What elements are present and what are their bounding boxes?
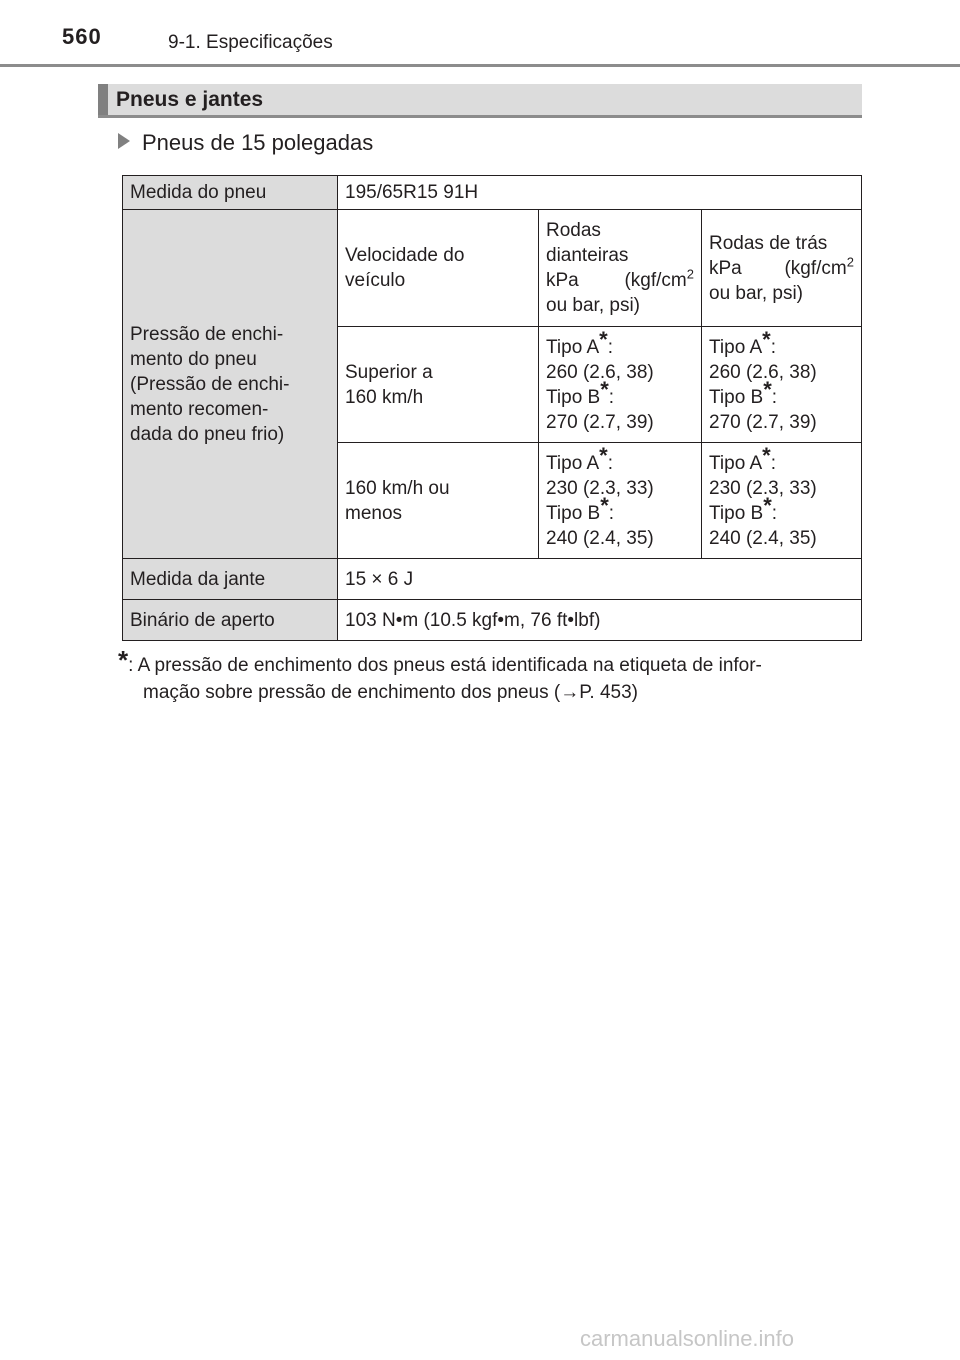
asterisk-mark: * bbox=[763, 376, 772, 402]
colon: : bbox=[771, 502, 778, 524]
type-a-value: 230 (2.3, 33) bbox=[709, 477, 817, 499]
footnote-line: : A pressão de enchimento dos pneus está identificada na etiqueta de infor- bbox=[128, 655, 762, 676]
table-row bbox=[123, 600, 862, 641]
header-divider bbox=[0, 64, 960, 67]
watermark: carmanualsonline.info bbox=[580, 1326, 795, 1351]
unit-kgf: (kgf/cm bbox=[624, 270, 687, 291]
pressure-label-line: mento recomen- bbox=[130, 398, 269, 420]
asterisk-mark: * bbox=[600, 492, 609, 518]
pressure-label-line: Pressão de enchi- bbox=[130, 323, 284, 345]
footnote-line: mação sobre pressão de enchimento dos pneus (→P. 453) bbox=[143, 682, 639, 703]
unit-kpa: kPa bbox=[709, 257, 742, 279]
unit-superscript: 2 bbox=[846, 254, 854, 270]
subheading-text: Pneus de 15 polegadas bbox=[142, 130, 374, 155]
rear-header-line: ou bar, psi) bbox=[709, 282, 803, 304]
rim-size-value: 15 × 6 J bbox=[338, 559, 862, 600]
subheading bbox=[118, 130, 373, 156]
front-wheels-header bbox=[539, 210, 702, 327]
pressure-label-line: dada do pneu frio) bbox=[130, 423, 285, 445]
unit-kgf: (kgf/cm bbox=[784, 257, 847, 279]
front-pressure-high bbox=[539, 327, 702, 443]
type-b-value: 240 (2.4, 35) bbox=[709, 527, 817, 549]
type-a-value: 260 (2.6, 38) bbox=[709, 361, 817, 383]
footnote-asterisk: * bbox=[118, 645, 129, 675]
colon: : bbox=[770, 336, 777, 358]
type-a-label: Tipo A bbox=[546, 336, 600, 358]
type-a-value: 230 (2.3, 33) bbox=[546, 477, 654, 499]
colon: : bbox=[607, 336, 614, 358]
front-pressure-low bbox=[539, 443, 702, 559]
asterisk-mark: * bbox=[599, 326, 608, 352]
tire-size-value: 195/65R15 91H bbox=[338, 176, 862, 210]
rear-header-line: Rodas de trás bbox=[709, 232, 828, 254]
type-b-value: 270 (2.7, 39) bbox=[546, 411, 654, 433]
colon: : bbox=[770, 452, 777, 474]
speed-line: menos bbox=[345, 502, 403, 524]
type-b-label: Tipo B bbox=[709, 502, 764, 524]
unit-superscript: 2 bbox=[686, 266, 694, 282]
pressure-label-line: (Pressão de enchi- bbox=[130, 373, 290, 395]
unit-kpa: kPa bbox=[546, 270, 579, 291]
torque-label: Binário de aperto bbox=[123, 600, 338, 641]
speed-low bbox=[338, 443, 539, 559]
section-accent-bar bbox=[98, 84, 108, 115]
rear-pressure-low bbox=[702, 443, 862, 559]
asterisk-mark: * bbox=[762, 326, 771, 352]
speed-header-line: veículo bbox=[345, 270, 406, 291]
type-a-label: Tipo A bbox=[709, 452, 763, 474]
speed-header-line: Velocidade do bbox=[345, 245, 465, 266]
type-a-label: Tipo A bbox=[546, 452, 600, 474]
speed-line: 160 km/h ou bbox=[345, 477, 450, 499]
chapter-title: 9-1. Especificações bbox=[168, 32, 333, 53]
colon: : bbox=[608, 386, 615, 408]
type-a-value: 260 (2.6, 38) bbox=[546, 361, 654, 383]
front-header-units bbox=[546, 268, 694, 293]
speed-line: 160 km/h bbox=[345, 386, 424, 408]
front-header-line: Rodas bbox=[546, 220, 601, 241]
type-b-label: Tipo B bbox=[546, 502, 601, 524]
rear-pressure-high bbox=[702, 327, 862, 443]
colon: : bbox=[771, 386, 778, 408]
table-row bbox=[123, 210, 862, 327]
pressure-label-line: mento do pneu bbox=[130, 348, 257, 370]
pressure-label bbox=[123, 210, 338, 559]
triangle-bullet-icon bbox=[118, 133, 130, 149]
rear-header-units bbox=[709, 256, 854, 281]
table-row bbox=[123, 559, 862, 600]
section-header-bar bbox=[98, 84, 862, 118]
speed-line: Superior a bbox=[345, 361, 433, 383]
asterisk-mark: * bbox=[600, 376, 609, 402]
type-b-label: Tipo B bbox=[709, 386, 764, 408]
rear-wheels-header bbox=[702, 210, 862, 327]
front-header-line: dianteiras bbox=[546, 245, 629, 266]
tire-spec-table bbox=[122, 175, 862, 641]
type-b-label: Tipo B bbox=[546, 386, 601, 408]
asterisk-mark: * bbox=[599, 442, 608, 468]
page-number: 560 bbox=[62, 24, 102, 49]
speed-header bbox=[338, 210, 539, 327]
rim-size-label: Medida da jante bbox=[123, 559, 338, 600]
asterisk-mark: * bbox=[762, 442, 771, 468]
speed-high bbox=[338, 327, 539, 443]
colon: : bbox=[607, 452, 614, 474]
section-title: Pneus e jantes bbox=[116, 88, 264, 111]
torque-value: 103 N•m (10.5 kgf•m, 76 ft•lbf) bbox=[338, 600, 862, 641]
footnote bbox=[118, 645, 863, 706]
type-b-value: 240 (2.4, 35) bbox=[546, 527, 654, 549]
colon: : bbox=[608, 502, 615, 524]
type-a-label: Tipo A bbox=[709, 336, 763, 358]
tire-size-label: Medida do pneu bbox=[123, 176, 338, 210]
type-b-value: 270 (2.7, 39) bbox=[709, 411, 817, 433]
asterisk-mark: * bbox=[763, 492, 772, 518]
front-header-line: ou bar, psi) bbox=[546, 295, 640, 316]
table-row bbox=[123, 176, 862, 210]
